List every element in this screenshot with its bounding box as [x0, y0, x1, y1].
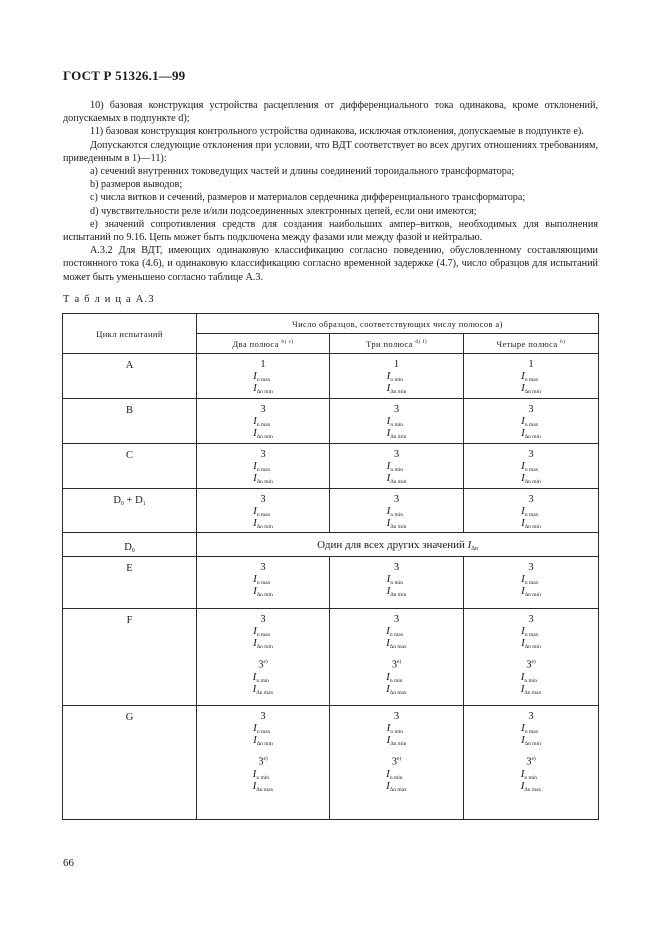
col-test-cycle-header: Цикл испытаний — [63, 314, 197, 354]
current-symbol: In min — [252, 767, 270, 781]
sample-count: 3 — [393, 404, 400, 415]
current-symbol: In min — [386, 505, 403, 518]
paragraph: Допускаются следующие отклонения при условии, что ВДТ соответствует во всех других отношениях требованиям, приведенным в 1)—11): — [63, 139, 598, 164]
sample-count: 3 — [393, 494, 400, 505]
sample-count: 3 — [260, 562, 266, 573]
current-symbol: In max — [521, 460, 539, 473]
current-symbol: I∆n min — [386, 472, 407, 485]
footnote-mark: e) — [396, 659, 402, 665]
sample-group — [330, 656, 463, 696]
sample-group — [330, 359, 463, 395]
current-symbol: In min — [386, 460, 403, 473]
current-symbol: I∆n max — [520, 682, 542, 696]
current-symbol: I∆n max — [252, 682, 274, 696]
current-symbol: In min — [386, 370, 403, 383]
paragraph: 10) базовая конструкция устройства расцепления от дифференциального тока одинакова, кроме отклонений, допускаемых в подпункте d); — [63, 100, 598, 125]
current-symbol: In max — [253, 505, 271, 518]
row-label: D0 + D1 — [63, 489, 197, 533]
col-header-label: Два полюса — [232, 338, 282, 349]
current-symbol: In max — [253, 573, 271, 586]
current-symbol: In min — [520, 670, 538, 684]
col-header-label: Три полюса — [366, 338, 416, 349]
current-symbol: In max — [386, 625, 404, 638]
current-symbol: I∆n min — [521, 427, 541, 440]
table-cell — [330, 706, 464, 820]
sample-group — [197, 562, 329, 598]
current-symbol: I∆n max — [386, 682, 407, 696]
current-symbol: In max — [253, 370, 271, 383]
paragraph: а) сечений внутренних токоведущих частей и длины соединений тороидального трансформатора; — [90, 166, 515, 178]
sample-count: 1 — [260, 359, 266, 370]
table-cell — [330, 557, 464, 609]
sample-group — [330, 562, 463, 598]
current-symbol: I∆n min — [521, 734, 541, 747]
footnote-mark: e) — [531, 756, 536, 762]
sample-group — [197, 711, 329, 747]
table-cell — [464, 399, 599, 444]
current-symbol: I∆n max — [386, 637, 407, 650]
sample-group — [464, 614, 598, 650]
sample-count: 3$^{e)}$ — [258, 756, 268, 768]
table-row — [63, 609, 599, 706]
paragraph: е) значений сопротивления средств для создания наибольших ампер–витков, необходимых для выполнения испытаний по 9.16. Цепь может быть подключена между фазами или между фазой и нейтралью. — [63, 218, 598, 244]
current-symbol: In max — [521, 573, 539, 586]
current-symbol: In min — [252, 670, 270, 684]
col-header-label: Четыре полюса — [496, 338, 561, 349]
sample-count: 3$^{e)}$ — [391, 659, 402, 671]
body-text — [63, 99, 598, 284]
sample-group — [330, 711, 463, 747]
sample-count: 1 — [393, 359, 400, 370]
current-symbol: I∆n max — [386, 779, 407, 793]
current-symbol: I∆n min — [253, 427, 273, 440]
current-symbol: I∆n min — [521, 382, 541, 395]
table-caption: Т а б л и ц а А.3 — [63, 294, 155, 305]
sample-group — [464, 562, 598, 598]
row-label: D0 — [63, 533, 197, 557]
current-symbol: I∆n min — [386, 734, 407, 747]
table-cell — [464, 557, 599, 609]
row-label: B — [63, 399, 197, 444]
sample-group — [330, 404, 463, 440]
table-cell — [330, 444, 464, 489]
sample-count: 3$^{e)}$ — [391, 756, 402, 768]
paragraph: с) числа витков и сечений, размеров и материалов сердечника дифференциального трансформатора; — [90, 192, 526, 204]
sample-group — [464, 359, 598, 395]
sample-group — [197, 449, 329, 485]
table-cell — [464, 489, 599, 533]
table-cell — [330, 354, 464, 399]
sample-count: 3$^{e)}$ — [526, 756, 536, 768]
sample-count: 3 — [260, 711, 266, 722]
table-cell — [197, 557, 330, 609]
current-symbol: I∆n min — [386, 427, 407, 440]
sample-count: 3$^{e)}$ — [258, 659, 268, 671]
sample-group — [197, 404, 329, 440]
col-header-footnote: b) — [560, 338, 566, 345]
col-header — [330, 334, 464, 354]
row-label: E — [63, 557, 197, 609]
current-symbol: I∆n max — [520, 779, 542, 793]
table-row — [63, 444, 599, 489]
sample-count: 3 — [528, 614, 534, 625]
sample-count: 3 — [393, 562, 400, 573]
footnote-mark: e) — [263, 756, 268, 762]
table-cell — [197, 706, 330, 820]
table-cell — [330, 399, 464, 444]
table-row — [63, 557, 599, 609]
sample-group — [464, 404, 598, 440]
current-symbol: In min — [386, 767, 403, 781]
paragraph: d) чувствительности реле и/или подсоединенных электронных цепей, если они имеются; — [90, 205, 477, 217]
current-symbol: I∆n min — [521, 637, 541, 650]
footnote-mark: e) — [396, 756, 402, 762]
table-cell — [464, 444, 599, 489]
sample-group — [464, 494, 598, 530]
sample-group — [464, 449, 598, 485]
current-symbol: In max — [253, 625, 271, 638]
table-cell — [197, 399, 330, 444]
current-symbol: I∆n min — [253, 734, 273, 747]
group-header: Число образцов, соответствующих числу полюсов а) — [197, 314, 599, 334]
sample-group — [330, 449, 463, 485]
current-symbol: I∆n min — [386, 517, 407, 530]
current-symbol: In min — [386, 722, 403, 735]
sample-group — [330, 753, 463, 793]
document-header: ГОСТ Р 51326.1—99 — [63, 68, 186, 83]
sample-group — [330, 494, 463, 530]
current-symbol: I∆n min — [386, 585, 407, 598]
table-row — [63, 706, 599, 820]
sample-count: 3 — [260, 404, 266, 415]
page-number: 66 — [63, 857, 74, 869]
paragraph: 11) базовая конструкция контрольного устройства одинакова, исключая отклонения, допускаемые в подпункте е). — [90, 126, 584, 138]
table-cell — [330, 489, 464, 533]
footnote-mark: e) — [531, 659, 536, 665]
sample-group — [197, 359, 329, 395]
current-symbol: I∆n min — [521, 472, 541, 485]
current-symbol: In min — [520, 767, 538, 781]
table-cell — [197, 354, 330, 399]
row-label: F — [63, 609, 197, 706]
sample-count: 3 — [393, 449, 400, 460]
current-symbol: I∆n min — [521, 585, 541, 598]
samples-table — [62, 313, 599, 820]
sample-count: 3 — [260, 449, 266, 460]
table-row — [63, 533, 599, 557]
sample-count: 3 — [528, 449, 534, 460]
current-symbol: In max — [521, 415, 539, 428]
col-header-footnote: d) f) — [415, 338, 427, 345]
table-row — [63, 354, 599, 399]
table-cell — [197, 444, 330, 489]
sample-group — [464, 656, 598, 696]
table-cell — [464, 706, 599, 820]
sample-count: 3 — [528, 494, 534, 505]
current-symbol: In min — [386, 415, 403, 428]
sample-count: 3 — [528, 562, 534, 573]
paragraph: А.3.2 Для ВДТ, имеющих одинаковую классификацию согласно поведению, обусловленному составляющими постоянного тока (4.6), и одинаковую классификацию согласно временной задержке (4.7), число образцов для испытаний может быть уменьшено согласно таблице А.3. — [63, 245, 598, 283]
current-symbol: In max — [521, 722, 539, 735]
sample-group — [197, 494, 329, 530]
sample-group — [464, 753, 598, 793]
paragraph: b) размеров выводов; — [90, 179, 183, 191]
special-row-text: Один для всех других значений I∆n — [197, 533, 599, 557]
current-symbol: I∆n min — [253, 517, 273, 530]
sample-group — [464, 711, 598, 747]
current-symbol: In max — [521, 505, 539, 518]
current-symbol: In min — [386, 670, 403, 684]
sample-count: 3 — [393, 711, 400, 722]
current-symbol: I∆n min — [253, 382, 273, 395]
footnote-mark: e) — [263, 659, 268, 665]
table-cell — [197, 489, 330, 533]
current-symbol: I∆n min — [386, 382, 407, 395]
sample-count: 3 — [393, 614, 400, 625]
current-symbol: I∆n min — [253, 585, 273, 598]
sample-group — [197, 614, 329, 650]
table-cell — [197, 609, 330, 706]
row-label: C — [63, 444, 197, 489]
sample-group — [197, 656, 329, 696]
table-cell — [330, 609, 464, 706]
sample-count: 3$^{e)}$ — [526, 659, 536, 671]
row-label: A — [63, 354, 197, 399]
current-symbol: In min — [386, 573, 403, 586]
current-symbol: In max — [521, 370, 539, 383]
row-label: G — [63, 706, 197, 820]
current-symbol: In max — [253, 415, 271, 428]
current-symbol: I∆n min — [253, 472, 273, 485]
col-header — [464, 334, 599, 354]
table-row — [63, 399, 599, 444]
sample-group — [330, 614, 463, 650]
current-symbol: In max — [521, 625, 539, 638]
current-symbol: In max — [253, 460, 271, 473]
col-header — [197, 334, 330, 354]
sample-count: 3 — [260, 494, 266, 505]
col-header-footnote: b) c) — [281, 338, 294, 345]
sample-count: 1 — [528, 359, 534, 370]
sample-count: 3 — [528, 404, 534, 415]
sample-group — [197, 753, 329, 793]
table-cell — [464, 609, 599, 706]
current-symbol: I∆n min — [521, 517, 541, 530]
sample-count: 3 — [528, 711, 534, 722]
current-symbol: I∆n max — [252, 779, 274, 793]
current-symbol: I∆n min — [253, 637, 273, 650]
current-symbol: In max — [253, 722, 271, 735]
sample-count: 3 — [260, 614, 266, 625]
table-row — [63, 489, 599, 533]
table-cell — [464, 354, 599, 399]
